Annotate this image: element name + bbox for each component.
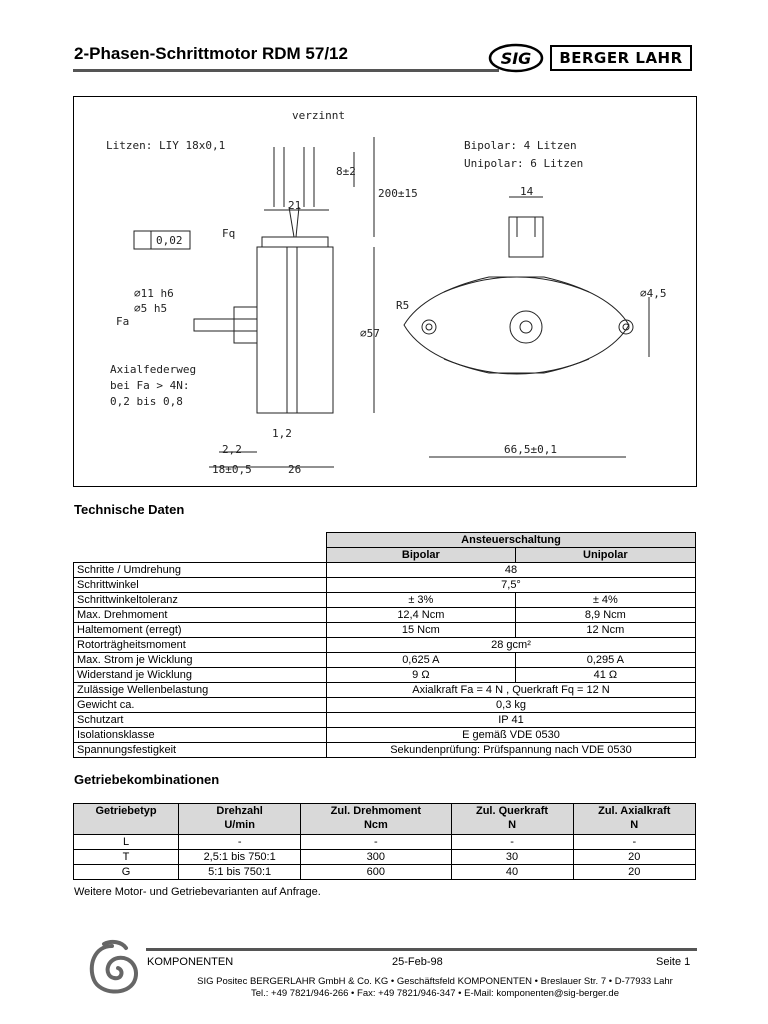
tech-row-label: Rotorträgheitsmoment xyxy=(74,638,327,653)
tech-row-bipolar: 0,625 A xyxy=(327,653,516,668)
tech-row xyxy=(74,728,696,743)
gear-col-unit: Ncm xyxy=(363,819,388,831)
tech-row-label: Schrittwinkel xyxy=(74,578,327,593)
tech-row xyxy=(74,698,696,713)
dim-d45: ⌀4,5 xyxy=(640,287,667,300)
tech-row-unipolar: 12 Ncm xyxy=(515,623,695,638)
footer-rule xyxy=(146,948,697,951)
tech-row-label: Haltemoment (erregt) xyxy=(74,623,327,638)
dim-d57: ⌀57 xyxy=(360,327,380,340)
footer-contact: Tel.: +49 7821/946-266 • Fax: +49 7821/946-347 • E-Mail: komponenten@sig-berger.de xyxy=(250,988,620,999)
tech-row-label: Spannungsfestigkeit xyxy=(74,743,327,758)
footer-address: SIG Positec BERGERLAHR GmbH & Co. KG • Geschäftsfeld KOMPONENTEN • Breslauer Str. 7 • D-77933 Lahr xyxy=(197,976,673,987)
gear-col-title: Zul. Drehmoment xyxy=(330,805,422,817)
tech-row xyxy=(74,608,696,623)
label-axial-1: Axialfederweg xyxy=(110,363,197,376)
tech-row-label: Isolationsklasse xyxy=(74,728,327,743)
gear-col-header xyxy=(74,804,179,835)
gear-col-header xyxy=(179,804,301,835)
dim-d11: ⌀11 h6 xyxy=(134,287,174,300)
gear-heading: Getriebekombinationen xyxy=(74,772,220,787)
dim-1-2: 1,2 xyxy=(272,427,292,440)
tech-row-value: Sekundenprüfung: Prüfspannung nach VDE 0530 xyxy=(327,743,696,758)
label-unipolar: Unipolar: 6 Litzen xyxy=(464,157,584,170)
label-litzen: Litzen: LIY 18x0,1 xyxy=(106,139,226,152)
tech-row-bipolar: 15 Ncm xyxy=(327,623,516,638)
tech-row xyxy=(74,653,696,668)
tech-row-value: IP 41 xyxy=(327,713,696,728)
tech-row-unipolar: ± 4% xyxy=(515,593,695,608)
tech-row-value: 28 gcm² xyxy=(327,638,696,653)
gear-cell: 40 xyxy=(451,865,573,880)
tech-row-bipolar: 9 Ω xyxy=(327,668,516,683)
gear-col-unit: U/min xyxy=(224,819,255,831)
tech-heading: Technische Daten xyxy=(74,502,185,517)
mount-hole-right xyxy=(619,320,633,334)
tech-row-value: 7,5° xyxy=(327,578,696,593)
gear-row xyxy=(74,850,696,865)
gear-cell: 600 xyxy=(301,865,451,880)
gear-table xyxy=(73,803,696,880)
label-fa: Fa xyxy=(116,315,130,328)
dim-26: 26 xyxy=(288,463,302,476)
dim-21: 21 xyxy=(288,199,302,212)
spiral-logo-icon xyxy=(82,938,142,1000)
mount-hole-left xyxy=(422,320,436,334)
footer-date: 25-Feb-98 xyxy=(392,956,443,968)
tech-row-bipolar: 12,4 Ncm xyxy=(327,608,516,623)
drawing-svg xyxy=(74,97,698,488)
tech-row xyxy=(74,638,696,653)
tech-row-unipolar: 0,295 A xyxy=(515,653,695,668)
gear-cell: - xyxy=(573,835,695,850)
dim-2-2: 2,2 xyxy=(222,443,242,456)
footer-page: Seite 1 xyxy=(656,956,691,968)
tech-row-unipolar: 8,9 Ncm xyxy=(515,608,695,623)
tech-row-label: Schrittwinkeltoleranz xyxy=(74,593,327,608)
dim-d5: ⌀5 h5 xyxy=(134,302,168,315)
motor-flange-left xyxy=(257,247,287,413)
title-rule xyxy=(73,69,499,72)
col-bipolar: Bipolar xyxy=(327,548,516,563)
label-bipolar: Bipolar: 4 Litzen xyxy=(464,139,577,152)
gear-cell: 30 xyxy=(451,850,573,865)
tech-row-label: Gewicht ca. xyxy=(74,698,327,713)
dim-14: 14 xyxy=(520,185,534,198)
tech-row-label: Zulässige Wellenbelastung xyxy=(74,683,327,698)
label-axial-2: bei Fa > 4N: xyxy=(110,379,190,392)
gear-row xyxy=(74,835,696,850)
tol-0-02: 0,02 xyxy=(156,234,183,247)
col-unipolar: Unipolar xyxy=(515,548,695,563)
gear-cell: 5:1 bis 750:1 xyxy=(179,865,301,880)
tech-row xyxy=(74,578,696,593)
tech-row xyxy=(74,713,696,728)
gear-cell: L xyxy=(74,835,179,850)
gear-col-title: Zul. Querkraft xyxy=(475,805,549,817)
dim-18: 18±0,5 xyxy=(212,463,252,476)
dim-r5: R5 xyxy=(396,299,410,312)
gear-col-title: Zul. Axialkraft xyxy=(598,805,671,817)
gear-col-title: Drehzahl xyxy=(216,805,263,817)
gear-cell: 20 xyxy=(573,865,695,880)
tech-row-value: E gemäß VDE 0530 xyxy=(327,728,696,743)
tech-row xyxy=(74,623,696,638)
gear-cell: 20 xyxy=(573,850,695,865)
sig-logo xyxy=(488,43,544,73)
tech-row-value: Axialkraft Fa = 4 N , Querkraft Fq = 12 N xyxy=(327,683,696,698)
shaft-front xyxy=(510,311,542,343)
gear-col-title: Getriebetyp xyxy=(95,805,157,817)
label-axial-3: 0,2 bis 0,8 xyxy=(110,395,183,408)
gear-cell: T xyxy=(74,850,179,865)
gear-col-header xyxy=(573,804,695,835)
gear-col-unit: N xyxy=(508,819,517,831)
sig-logo-text: SIG xyxy=(500,49,532,68)
tech-row xyxy=(74,593,696,608)
gear-cell: G xyxy=(74,865,179,880)
tech-row-bipolar: ± 3% xyxy=(327,593,516,608)
gear-cell: - xyxy=(451,835,573,850)
motor-shaft xyxy=(194,319,257,331)
note: Weitere Motor- und Getriebevarianten auf Anfrage. xyxy=(74,886,321,898)
tech-row-label: Max. Strom je Wicklung xyxy=(74,653,327,668)
tech-row-label: Schutzart xyxy=(74,713,327,728)
page-title: 2-Phasen-Schrittmotor RDM 57/12 xyxy=(74,44,348,63)
tech-row-label: Widerstand je Wicklung xyxy=(74,668,327,683)
gear-row xyxy=(74,865,696,880)
tech-row xyxy=(74,683,696,698)
footer-section: KOMPONENTEN xyxy=(147,956,234,968)
dim-8: 8±2 xyxy=(336,165,356,178)
motor-flange-front xyxy=(404,277,629,373)
tech-row-unipolar: 41 Ω xyxy=(515,668,695,683)
tech-table xyxy=(73,532,696,758)
dim-200: 200±15 xyxy=(378,187,418,200)
gear-col-header xyxy=(451,804,573,835)
tech-row-label: Schritte / Umdrehung xyxy=(74,563,327,578)
tech-row xyxy=(74,668,696,683)
tech-row xyxy=(74,743,696,758)
gear-col-header xyxy=(301,804,451,835)
dim-66-5: 66,5±0,1 xyxy=(504,443,557,456)
gear-cell: - xyxy=(179,835,301,850)
tech-row xyxy=(74,563,696,578)
tech-row-value: 0,3 kg xyxy=(327,698,696,713)
label-fq: Fq xyxy=(222,227,236,240)
gear-cell: 2,5:1 bis 750:1 xyxy=(179,850,301,865)
label-verzinnt: verzinnt xyxy=(292,109,345,122)
group-header: Ansteuerschaltung xyxy=(327,533,696,548)
tech-row-value: 48 xyxy=(327,563,696,578)
berger-lahr-logo: BERGER LAHR xyxy=(550,45,692,71)
tech-row-label: Max. Drehmoment xyxy=(74,608,327,623)
gear-cell: 300 xyxy=(301,850,451,865)
gear-col-unit: N xyxy=(630,819,639,831)
gear-cell: - xyxy=(301,835,451,850)
technical-drawing xyxy=(73,96,697,487)
